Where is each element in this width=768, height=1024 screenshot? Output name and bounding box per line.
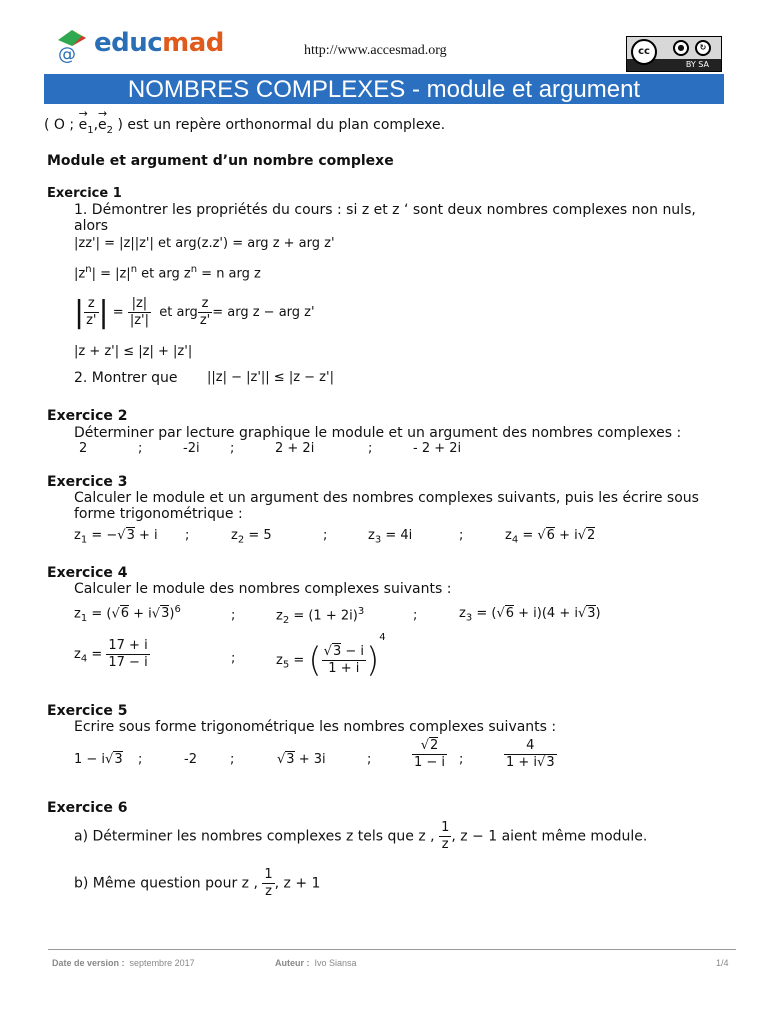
educmad-logo bbox=[52, 24, 252, 68]
cc-tags: BY SA bbox=[685, 60, 709, 69]
footer-author: Auteur : Ivo Siansa bbox=[275, 958, 357, 968]
exercise-3-line1: Calculer le module et un argument des nombres complexes suivants, puis les écrire sous bbox=[74, 490, 699, 506]
formula-reverse-triangle: ||z| − |z'|| ≤ |z − z'| bbox=[207, 370, 334, 385]
logo-at-sign: @ bbox=[58, 44, 76, 65]
page-title: NOMBRES COMPLEXES - module et argument bbox=[44, 74, 724, 104]
formula-triangle-inequality: |z + z'| ≤ |z| + |z'| bbox=[74, 344, 193, 359]
exercise-5-item-5: $\frac{4}{1 + i√3}$ bbox=[506, 738, 555, 770]
intro-lead: ( O ; bbox=[44, 117, 75, 133]
exercise-1-title: Exercice 1 bbox=[47, 186, 122, 201]
formula-power: $|z^n| = |z|^n$ et arg $z^n = n$ arg z bbox=[74, 264, 261, 282]
exercise-2-sep: ; bbox=[230, 441, 235, 456]
section-title: Module et argument d’un nombre complexe bbox=[47, 153, 394, 169]
exercise-2-text: Déterminer par lecture graphique le module et un argument des nombres complexes : bbox=[74, 425, 682, 441]
footer-divider bbox=[48, 949, 736, 950]
vector-e1: → $e_1$ bbox=[79, 117, 94, 139]
logo-word-educ: educ bbox=[94, 28, 163, 58]
vector-e2: → $e_2$ bbox=[98, 117, 113, 139]
site-url[interactable]: http://www.accesmad.org bbox=[304, 43, 447, 58]
exercise-1-question2: 2. Montrer que bbox=[74, 370, 178, 386]
exercise-2-item-4: - 2 + 2i bbox=[413, 441, 462, 456]
exercise-3-sep: ; bbox=[323, 528, 328, 543]
logo-word-mad: mad bbox=[162, 28, 224, 58]
exercise-4-title: Exercice 4 bbox=[47, 565, 128, 581]
exercise-4-sep: ; bbox=[413, 608, 418, 623]
logo-wordmark bbox=[94, 28, 224, 58]
exercise-3-sep: ; bbox=[185, 528, 190, 543]
exercise-5-title: Exercice 5 bbox=[47, 703, 128, 719]
footer-date: Date de version : septembre 2017 bbox=[52, 958, 195, 968]
page-number: 1/4 bbox=[716, 958, 729, 968]
exercise-5-sep: ; bbox=[138, 752, 143, 767]
exercise-6-part-b: b) Même question pour z , $\frac{1}{z}$ , z + 1 bbox=[74, 867, 321, 899]
exercise-5-item-1: 1 − i√3 bbox=[74, 752, 123, 767]
exercise-4-sep: ; bbox=[231, 608, 236, 623]
exercise-5-sep: ; bbox=[367, 752, 372, 767]
exercise-3-z2: $z_2 = 5$ bbox=[231, 528, 272, 546]
exercise-4-text: Calculer le module des nombres complexes suivants : bbox=[74, 581, 452, 597]
exercise-5-text: Ecrire sous forme trigonométrique les nombres complexes suivants : bbox=[74, 719, 557, 735]
exercise-2-item-2: -2i bbox=[183, 441, 200, 456]
exercise-5-item-2: -2 bbox=[184, 752, 197, 767]
exercise-3-z3: $z_3 = 4i$ bbox=[368, 528, 413, 546]
exercise-5-sep: ; bbox=[459, 752, 464, 767]
exercise-3-line2: forme trigonométrique : bbox=[74, 506, 243, 522]
intro-rest: ) est un repère orthonormal du plan complexe. bbox=[113, 117, 446, 133]
exercise-6-part-a: a) Déterminer les nombres complexes z tels que z , $\frac{1}{z}$ , z − 1 aient même module. bbox=[74, 820, 648, 852]
exercise-3-z4: $z_4 = √6 + i√2$ bbox=[505, 528, 596, 546]
exercise-2-item-1: 2 bbox=[79, 441, 88, 456]
exercise-4-sep: ; bbox=[231, 651, 236, 666]
exercise-2-title: Exercice 2 bbox=[47, 408, 128, 424]
exercise-4-z2: $z_2 = (1 + 2i)^3$ bbox=[276, 606, 365, 626]
exercise-3-z1: $z_1 = -√3 + i$ bbox=[74, 528, 158, 546]
cc-icon: cc bbox=[631, 39, 657, 65]
creative-commons-badge bbox=[626, 36, 722, 72]
exercise-4-z4: $z_4$ = $\frac{17 + i}{17 - i}$ bbox=[74, 638, 148, 670]
exercise-1-line2: alors bbox=[74, 218, 109, 234]
formula-product: |zz'| = |z||z'| et arg(z.z') = arg z + arg z' bbox=[74, 236, 335, 251]
exercise-4-z1: $z_1 = (√6 + i√3)^6$ bbox=[74, 604, 181, 624]
exercise-4-z3: $z_3 = (√6 + i)(4 + i√3)$ bbox=[459, 606, 601, 624]
exercise-5-item-4: $\frac{√2}{1 - i}$ bbox=[414, 738, 446, 770]
sa-icon: ↻ bbox=[695, 40, 711, 56]
intro-line: ( O ; → $e_1,\to e_2$ ) est un repère orthonormal du plan complexe. bbox=[44, 117, 445, 139]
exercise-5-sep: ; bbox=[230, 752, 235, 767]
exercise-1-line1: 1. Démontrer les propriétés du cours : si z et z ‘ sont deux nombres complexes non nuls, bbox=[74, 202, 696, 218]
exercise-5-item-3: √3 + 3i bbox=[277, 752, 326, 767]
exercise-2-sep: ; bbox=[368, 441, 373, 456]
exercise-3-sep: ; bbox=[459, 528, 464, 543]
exercise-4-z5: $z_5$ = ( $\frac{√3 - i}{1 + i}$ )$^4$ bbox=[276, 632, 386, 681]
formula-quotient: | $\frac{z}{z'}$ | = $\frac{|z|}{|z'|}$ et arg $\frac{z}{z'}$ = arg z − arg z' bbox=[74, 295, 315, 330]
exercise-2-sep: ; bbox=[138, 441, 143, 456]
exercise-6-title: Exercice 6 bbox=[47, 800, 128, 816]
by-icon: ● bbox=[673, 40, 689, 56]
exercise-2-item-3: 2 + 2i bbox=[275, 441, 315, 456]
logo-icon bbox=[52, 26, 92, 66]
exercise-3-title: Exercice 3 bbox=[47, 474, 128, 490]
